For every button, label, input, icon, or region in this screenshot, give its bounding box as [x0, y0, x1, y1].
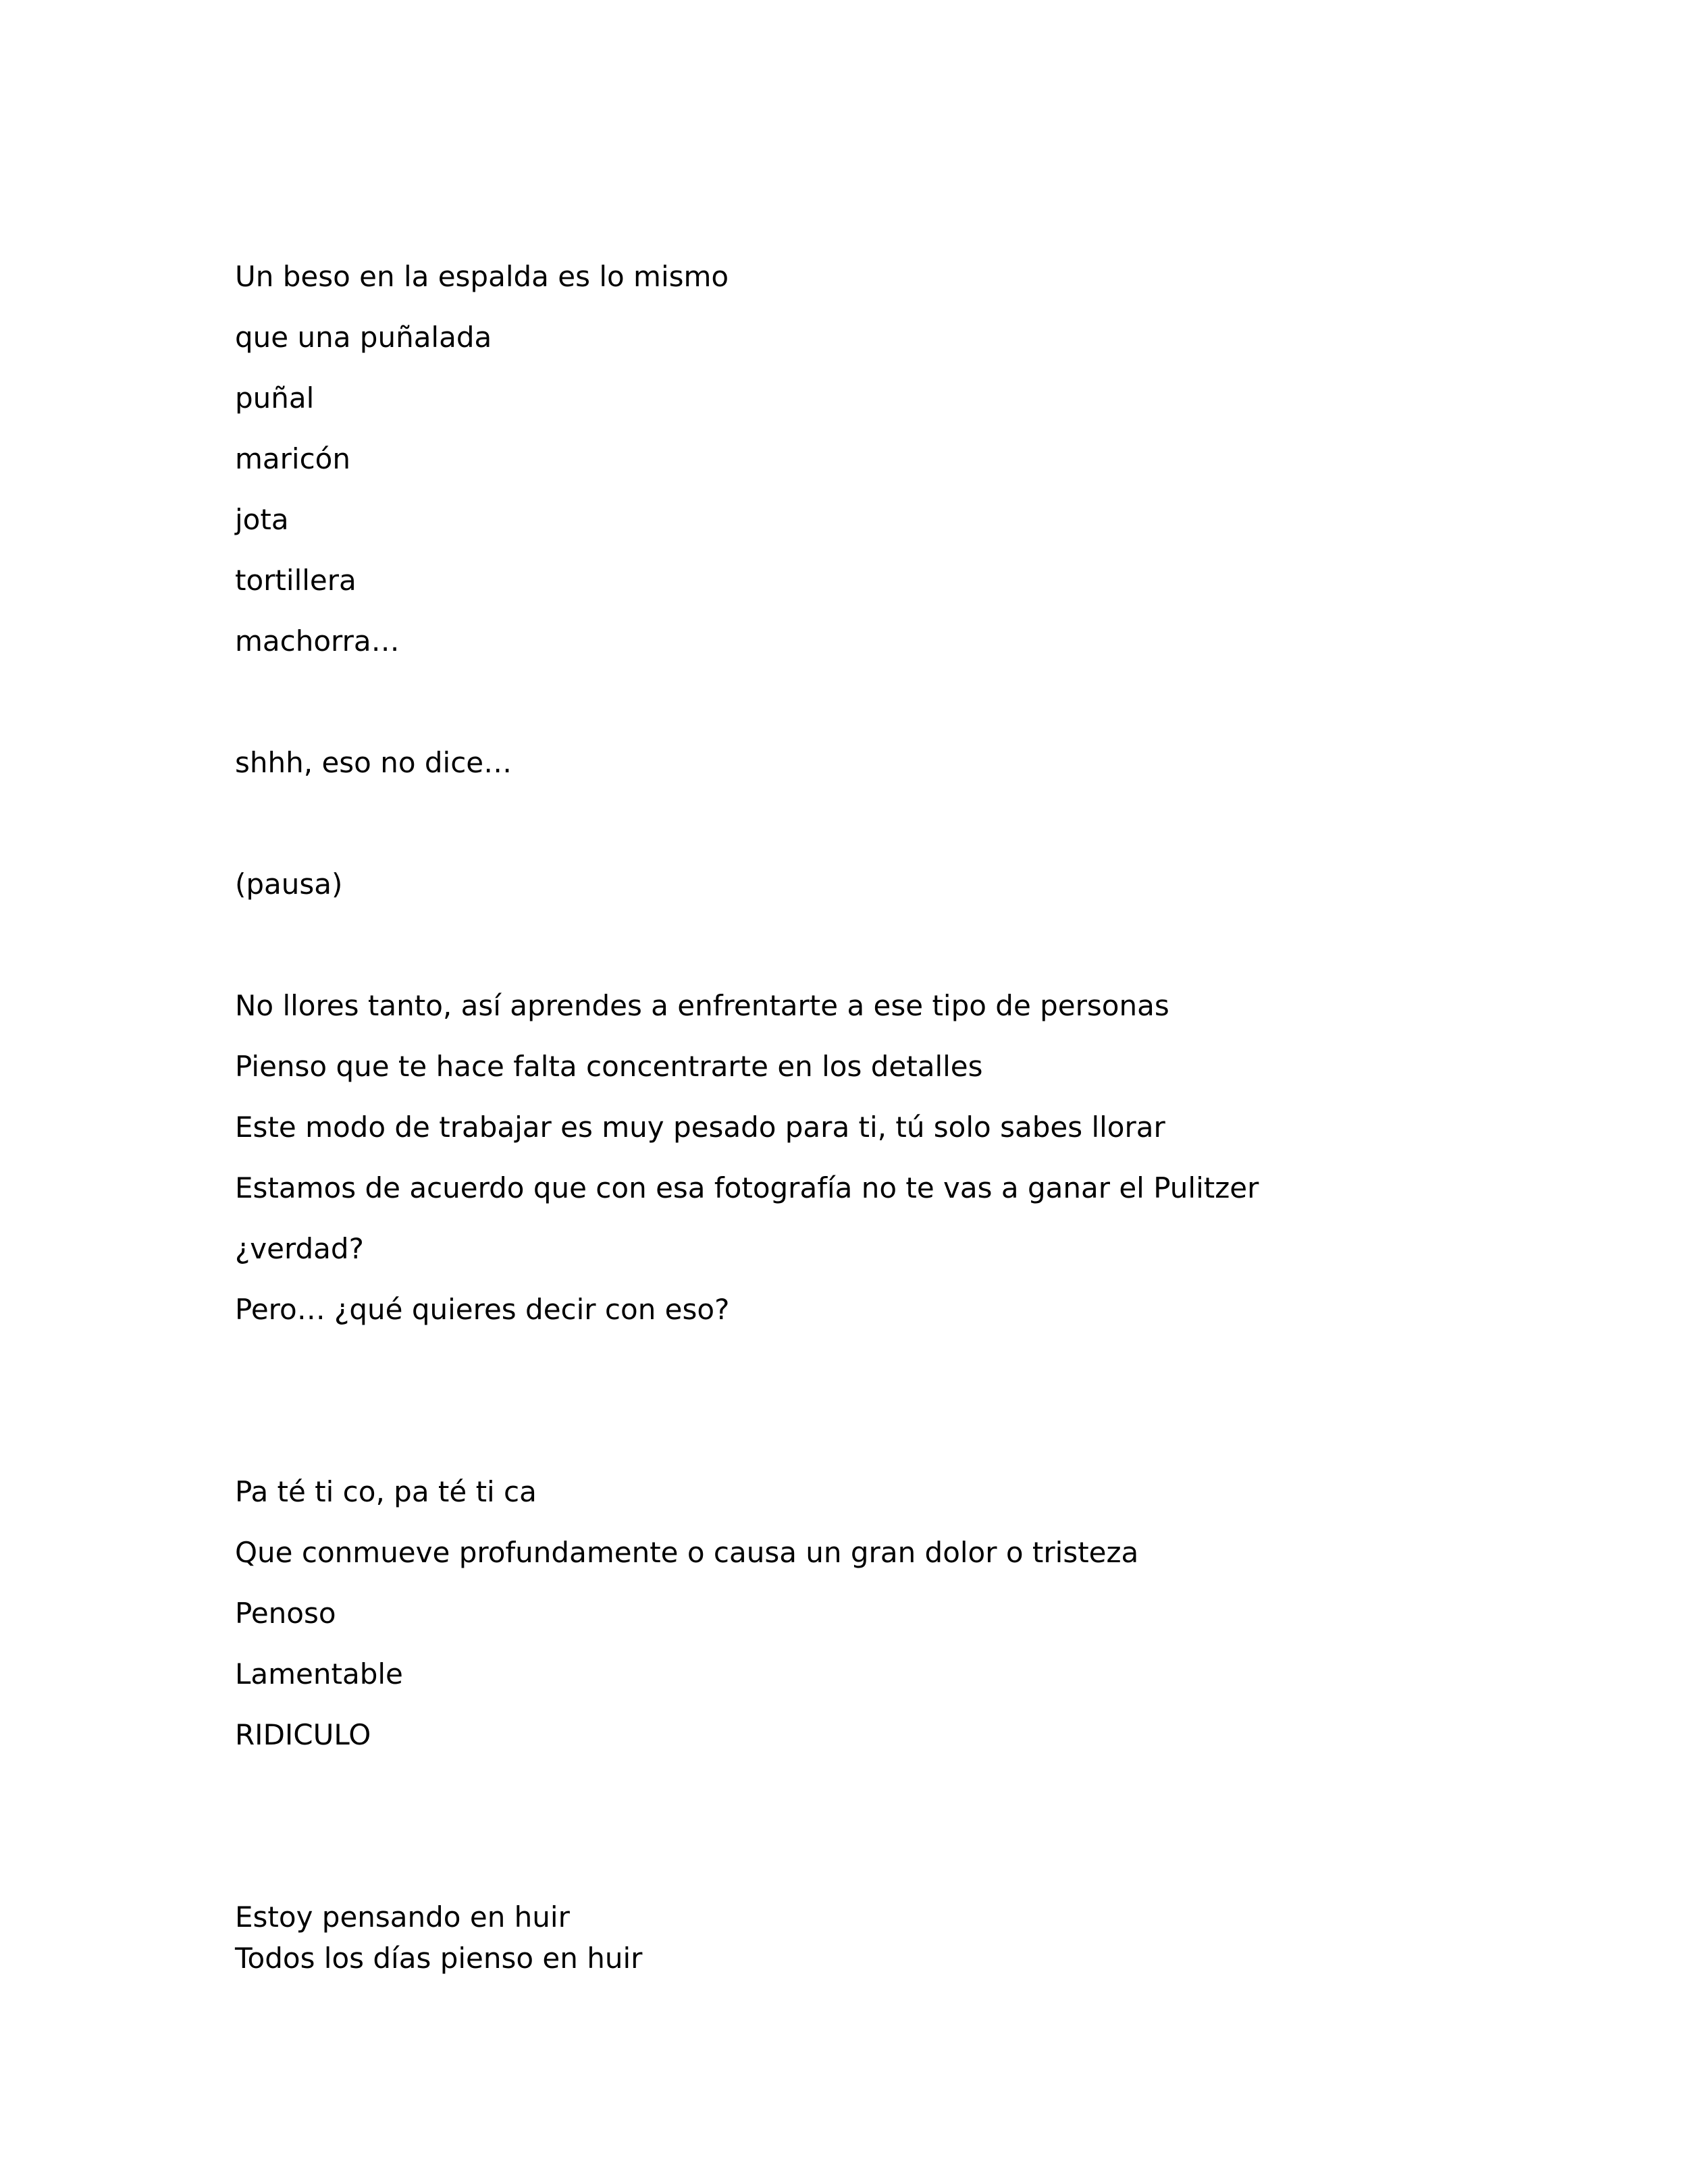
poem-line: machorra… [235, 624, 400, 658]
poem-line: Estoy pensando en huir [235, 1900, 570, 1934]
poem-line: que una puñalada [235, 321, 492, 354]
poem-line: Estamos de acuerdo que con esa fotografía no te vas a ganar el Pulitzer [235, 1171, 1259, 1204]
poem-line: shhh, eso no dice… [235, 746, 512, 779]
poem-line: No llores tanto, así aprendes a enfrentarte a ese tipo de personas [235, 989, 1169, 1022]
poem-line: Todos los días pienso en huir [235, 1942, 643, 1975]
poem-line: Que conmueve profundamente o causa un gran dolor o tristeza [235, 1536, 1139, 1569]
poem-line: ¿verdad? [235, 1232, 364, 1265]
poem-line: Un beso en la espalda es lo mismo [235, 260, 729, 293]
poem-line: jota [235, 503, 289, 536]
poem-line: RIDICULO [235, 1718, 371, 1751]
poem-line: Este modo de trabajar es muy pesado para ti, tú solo sabes llorar [235, 1111, 1165, 1144]
poem-line: Penoso [235, 1597, 336, 1630]
poem-line: maricón [235, 442, 350, 475]
poem-line: Pa té ti co, pa té ti ca [235, 1475, 537, 1508]
poem-line: (pausa) [235, 868, 343, 901]
poem-line: Pero… ¿qué quieres decir con eso? [235, 1293, 730, 1326]
poem-line: Pienso que te hace falta concentrarte en los detalles [235, 1050, 983, 1083]
poem-line: tortillera [235, 564, 357, 597]
poem-line: Lamentable [235, 1657, 403, 1690]
poem-line: puñal [235, 381, 315, 415]
